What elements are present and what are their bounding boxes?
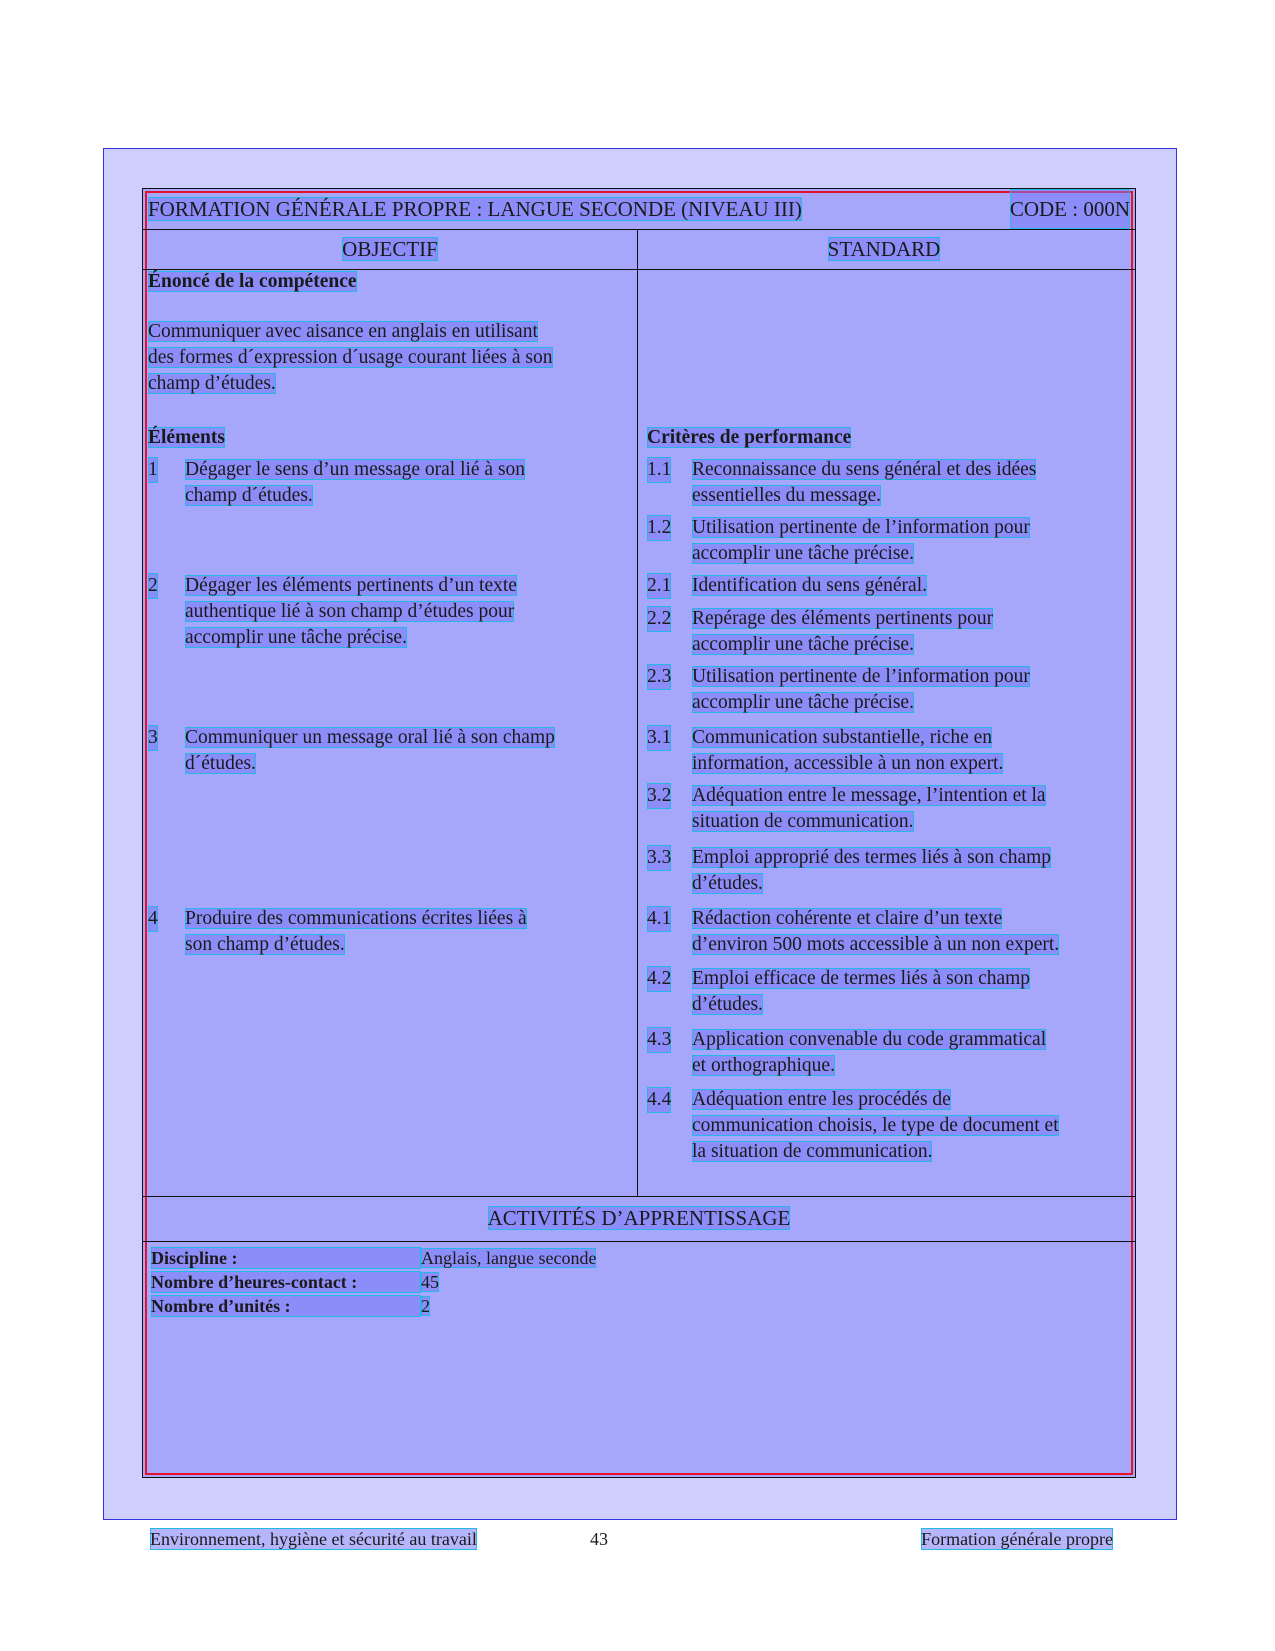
sheet-code: CODE : 000N [1010,189,1130,229]
standard-label: STANDARD [827,237,941,261]
title-row [148,189,1130,229]
competency-sheet: FORMATION GÉNÉRALE PROPRE : LANGUE SECONDE (NIVEAU III) CODE : 000N OBJECTIF STANDARD Énoncé de la compétence Communiquer avec aisance en anglais en utilisant des formes d´expression d´usage courant liées à son champ d’études. Éléments Critères de performance 1 Dégager le sens d’un message oral lié à son champ d´études. 2 Dégager les éléments pertinents d’un texte authentique lié à son champ d’études pour accomplir une tâche précise. 3 Communiquer un message oral lié à son champ d´études. 4 Produire des communications écrites liées à son champ d’études. 1.1 Reconnaissance du sens général et des idées essentielles du message. 1.2 Utilisation pertinente de l’information pour accomplir une tâche précise. 2.1 Identification du sens général. 2.2 Repérage des éléments pertinents pour accomplir une tâche précise. 2.3 Utilisation pertinente de l’information pour accomplir une tâche précise. 3.1 Communication substantielle, riche en information, accessible à un non expert. 3.2 Adéquation entre le message, l’intention et la situation de communication. 3.3 Emploi approprié des termes liés à son champ d’études. 4.1 Rédaction cohérente et claire d’un texte d’environ 500 mots accessible à un non expert. 4.2 Emploi efficace de termes liés à son champ d’études. 4.3 Application convenable du code grammatical et orthographique. 4.4 Adéquation entre les procédés de communication choisis, le type de document et la situation de communication. ACTIVITÉS D’APPRENTISSAGE Discipline : Anglais, langue seconde Nombre d’heures-contact : 45 Nombre d’unités : 2 [142,188,1136,1478]
discipline-label: Discipline : [151,1247,421,1269]
units-value: 2 [421,1296,430,1316]
footer-left: Environnement, hygiène et sécurité au travail [150,1529,477,1549]
discipline-value: Anglais, langue seconde [421,1248,597,1268]
units-row [151,1295,430,1317]
objective-label: OBJECTIF [342,237,438,261]
criteria-heading: Critères de performance [647,427,852,448]
competence-statement: Communiquer avec aisance en anglais en utilisant des formes d´expression d´usage courant liées à son champ d’études. [148,321,553,394]
divider [143,1241,1135,1242]
standard-column-header [637,229,1131,269]
objective-column-header [143,229,637,269]
column-divider [637,229,638,1196]
elements-heading: Éléments [148,427,225,448]
units-label: Nombre d’unités : [151,1295,421,1317]
activities-title: ACTIVITÉS D’APPRENTISSAGE [487,1206,791,1230]
hours-row [151,1271,439,1293]
competence-heading: Énoncé de la compétence [148,271,357,292]
discipline-row [151,1247,596,1269]
footer-right: Formation générale propre [921,1529,1113,1549]
hours-label: Nombre d’heures-contact : [151,1271,421,1293]
footer-page-number: 43 [590,1529,608,1549]
sheet-title: FORMATION GÉNÉRALE PROPRE : LANGUE SECONDE (NIVEAU III) [148,197,802,221]
hours-value: 45 [421,1272,439,1292]
